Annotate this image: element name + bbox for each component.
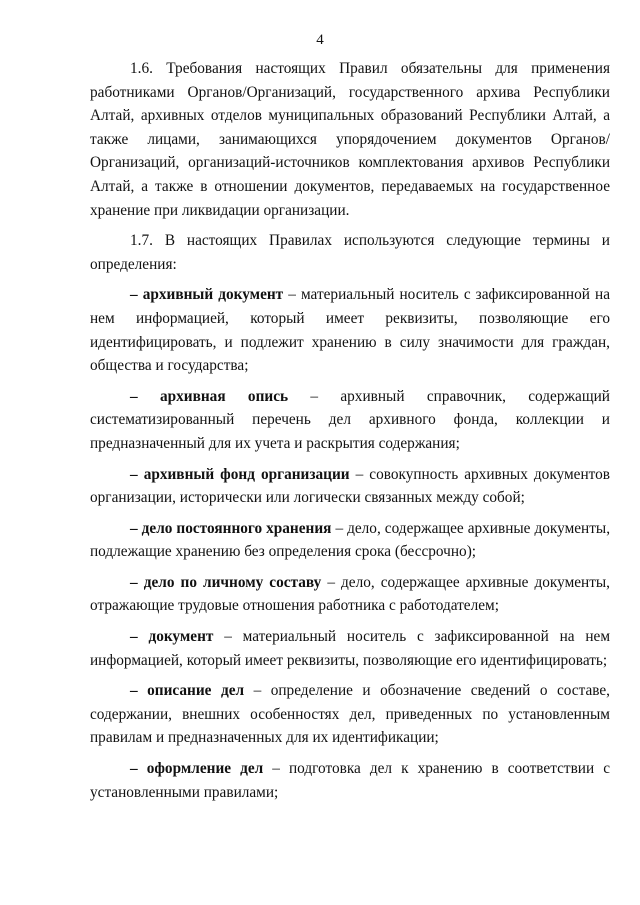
definition-text: – дело, содержащее архивные документы, отражающие трудовые отношения работника с работодателем;	[90, 573, 611, 615]
definition-term: документ	[148, 628, 214, 646]
definition-term: дело постоянного хранения	[141, 519, 332, 537]
definition-text: – подготовка дел к хранению в соответствии с установленными правилами;	[90, 760, 610, 801]
definition-dash: –	[130, 387, 138, 405]
definition-text: – определение и обозначение сведений о составе, содержании, внешних особенностях дел, приведенных по установленным правилам и предназначенных для их идентификации;	[90, 682, 611, 747]
definition-item	[90, 517, 610, 564]
definition-text: – материальный носитель с зафиксированной на нем информацией, который имеет реквизиты, позволяющие его идентифицировать;	[90, 628, 611, 669]
definition-item	[90, 385, 610, 456]
definition-dash: –	[130, 573, 138, 591]
definition-item	[90, 283, 610, 377]
definition-text: – совокупность архивных документов организации, исторически или логически связанных между собой;	[90, 465, 610, 507]
definition-text: – материальный носитель с зафиксированной на нем информацией, который имеет реквизиты, позволяющие его идентифицировать, и подлежит хранению в силу значимости для граждан, общества и государства;	[90, 286, 610, 375]
document-body	[90, 57, 610, 811]
definition-text: – дело, содержащее архивные документы, подлежащие хранению без определения срока (бессрочно);	[90, 519, 611, 561]
definition-term: оформление дел	[146, 760, 264, 778]
paragraph-number: 1.7.	[130, 232, 153, 250]
definition-dash: –	[130, 286, 138, 304]
definition-item	[90, 463, 610, 510]
page-number: 4	[316, 32, 324, 48]
paragraph-text: Требования настоящих Правил обязательны для применения работниками Органов/Организаций, государственного архива Республики Алтай, архивных отделов муниципальных образований Республики Алтай, а также лицами, занимающихся упорядочением документов Органов/Организаций, организаций-источников комплектования архивов Республики Алтай, а также в отношении документов, передаваемых на государственное хранение при ликвидации организации.	[90, 60, 610, 219]
paragraph-1-6	[90, 57, 610, 222]
definition-term: описание дел	[147, 682, 245, 700]
definition-item	[90, 625, 610, 672]
definition-item	[90, 571, 610, 618]
paragraph-text: В настоящих Правилах используются следующие термины и определения:	[90, 232, 610, 273]
definition-term: архивный документ	[142, 286, 284, 304]
definition-item	[90, 679, 610, 750]
definition-text: – архивный справочник, содержащий систематизированный перечень дел архивного фонда, коллекции и предназначенный для их учета и раскрытия содержания;	[90, 387, 610, 452]
definition-dash: –	[130, 628, 138, 646]
definition-item	[90, 757, 610, 804]
definition-term: дело по личному составу	[143, 573, 322, 591]
paragraph-number: 1.6.	[130, 60, 153, 77]
definition-term: архивный фонд организации	[143, 465, 350, 483]
definition-dash: –	[130, 519, 138, 537]
definition-dash: –	[130, 465, 138, 483]
definition-dash: –	[130, 682, 138, 700]
definition-term: архивная опись	[159, 387, 289, 405]
paragraph-1-7	[90, 229, 610, 276]
definition-dash: –	[130, 760, 138, 778]
